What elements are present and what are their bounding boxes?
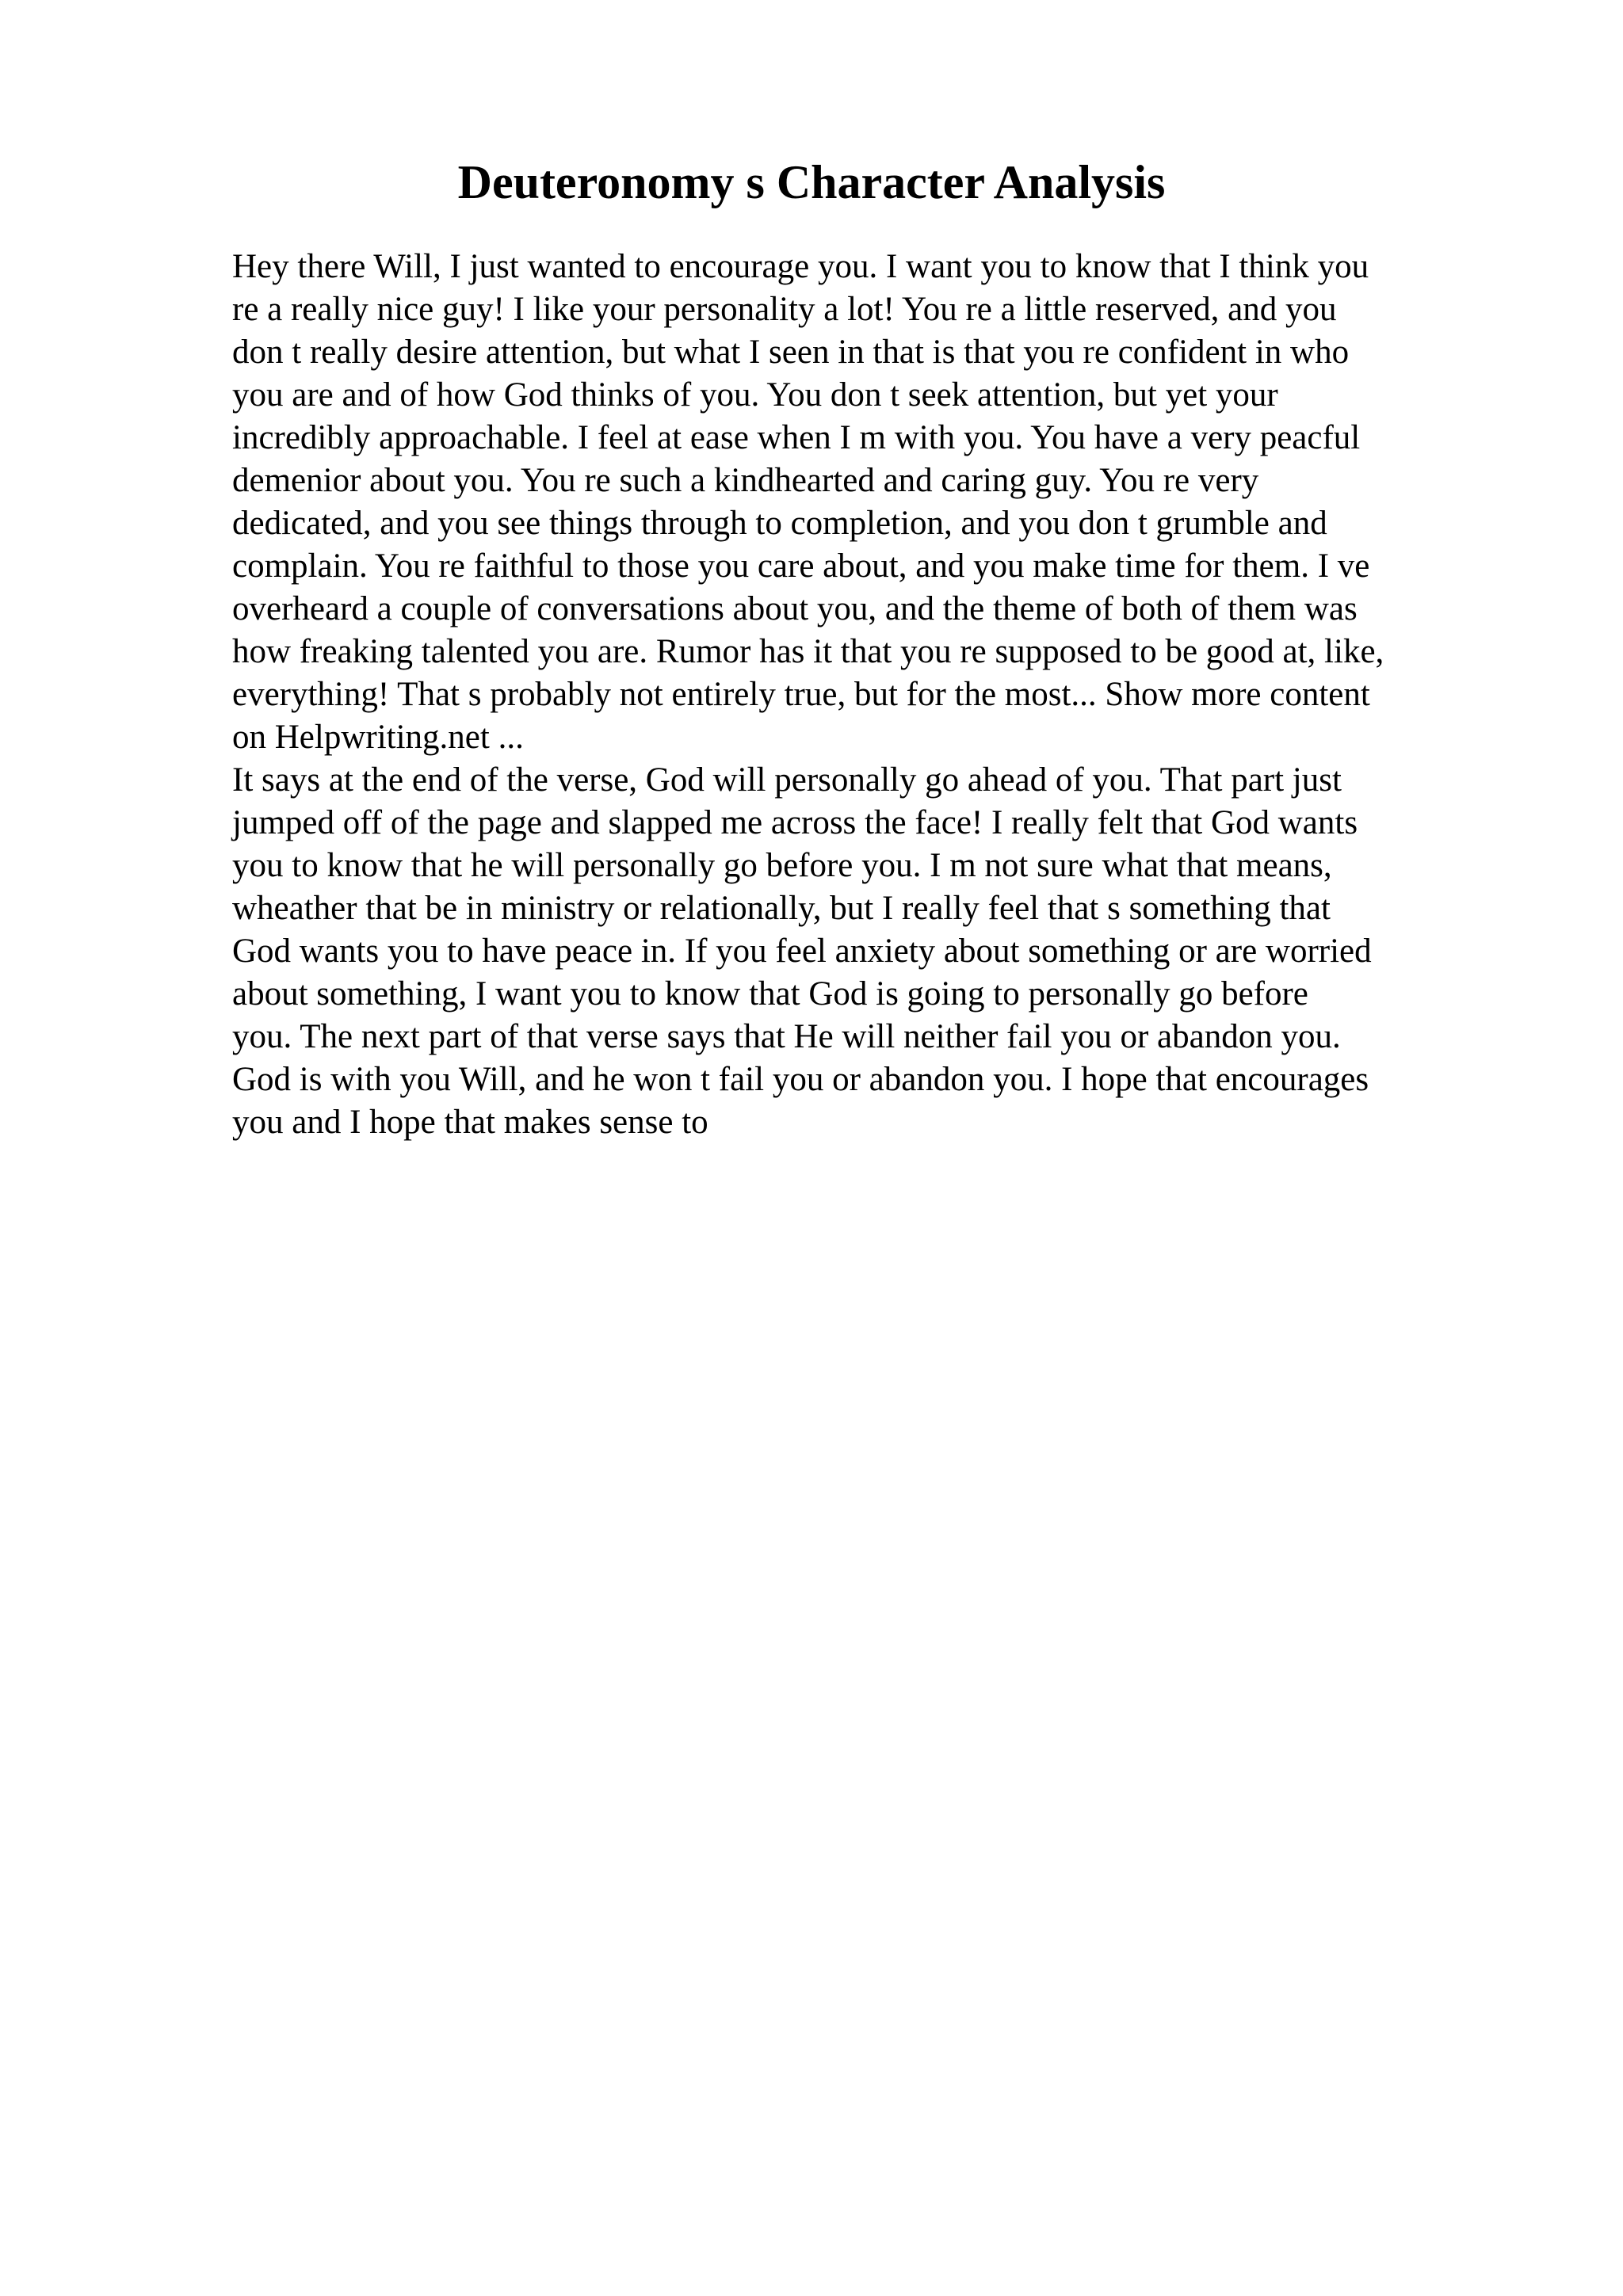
body-line: you are and of how God thinks of you. You don t seek attention, but yet your: [232, 376, 1278, 414]
document-body: [232, 246, 1500, 1144]
body-line: re a really nice guy! I like your personality a lot! You re a little reserved, and you: [232, 291, 1337, 328]
body-line: jumped off of the page and slapped me across the face! I really felt that God wants: [232, 804, 1358, 841]
body-line: about something, I want you to know that God is going to personally go before: [232, 975, 1308, 1013]
body-line: God wants you to have peace in. If you feel anxiety about something or are worried: [232, 933, 1372, 970]
body-line: complain. You re faithful to those you care about, and you make time for them. I ve: [232, 547, 1370, 585]
body-line: everything! That s probably not entirely true, but for the most... Show more content: [232, 676, 1370, 713]
document-title: Deuteronomy s Character Analysis: [457, 156, 1166, 208]
body-line: God is with you Will, and he won t fail you or abandon you. I hope that encourages: [232, 1061, 1369, 1098]
body-line: how freaking talented you are. Rumor has it that you re supposed to be good at, like,: [232, 633, 1384, 670]
body-line: don t really desire attention, but what I seen in that is that you re confident in who: [232, 334, 1350, 371]
body-line: wheather that be in ministry or relationally, but I really feel that s something that: [232, 890, 1331, 927]
body-line: you. The next part of that verse says that He will neither fail you or abandon you.: [232, 1018, 1341, 1055]
body-line: you to know that he will personally go before you. I m not sure what that means,: [232, 847, 1332, 884]
body-line: you and I hope that makes sense to: [232, 1104, 708, 1141]
body-line: It says at the end of the verse, God will personally go ahead of you. That part just: [232, 761, 1342, 799]
body-line: incredibly approachable. I feel at ease when I m with you. You have a very peacful: [232, 419, 1361, 456]
body-line: overheard a couple of conversations about you, and the theme of both of them was: [232, 590, 1358, 627]
body-line: on Helpwriting.net ...: [232, 719, 524, 756]
body-line: Hey there Will, I just wanted to encourage you. I want you to know that I think you: [232, 248, 1369, 285]
body-line: demenior about you. You re such a kindhearted and caring guy. You re very: [232, 462, 1259, 499]
body-line: dedicated, and you see things through to completion, and you don t grumble and: [232, 505, 1327, 542]
